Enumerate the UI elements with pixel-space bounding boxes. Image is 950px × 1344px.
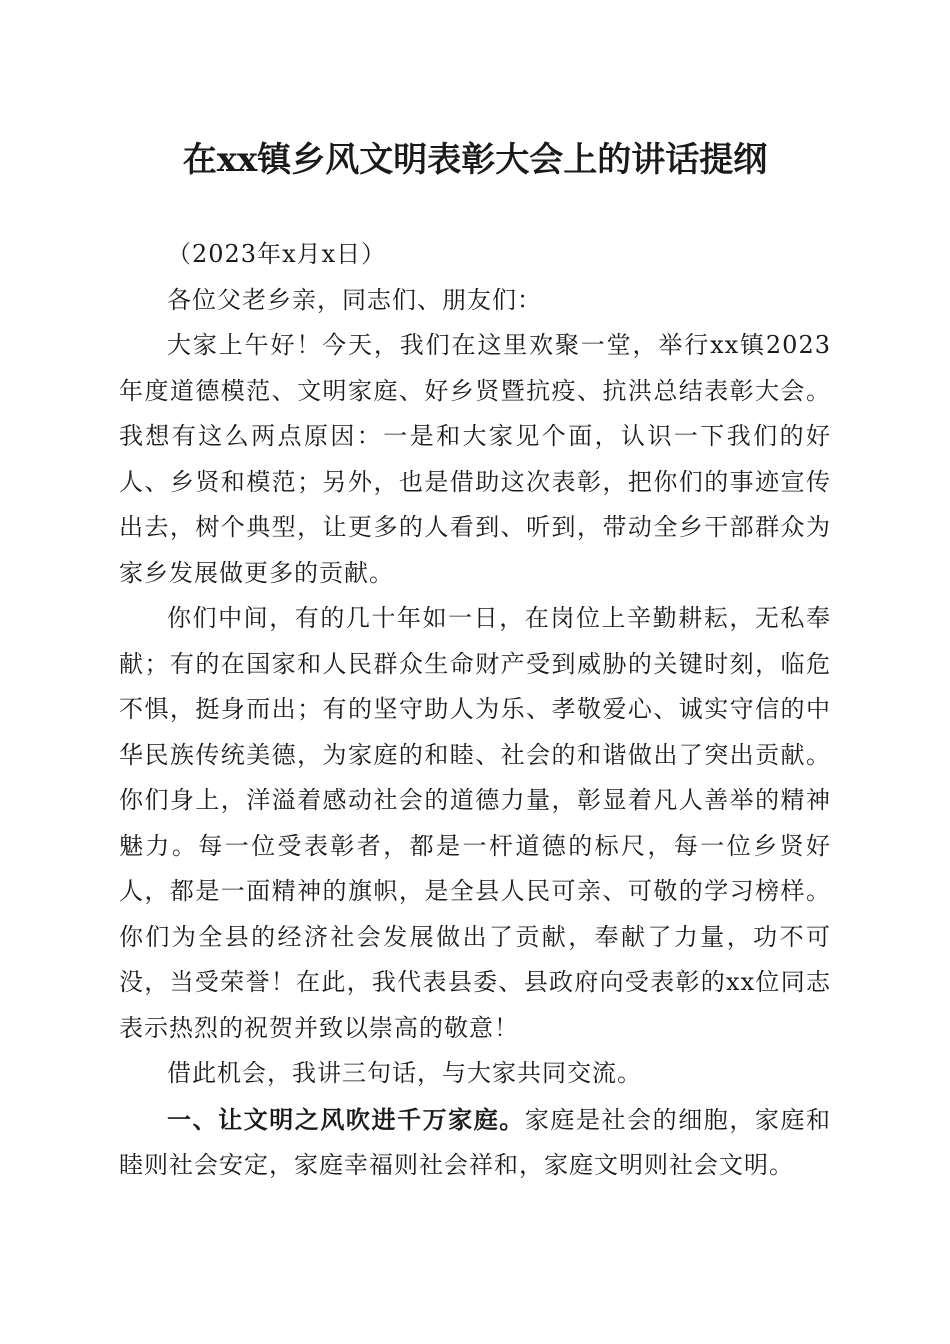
- date-line: （2023年x月x日）: [167, 240, 387, 268]
- document-title: 在xx镇乡风文明表彰大会上的讲话提纲: [182, 140, 768, 180]
- section-1-paragraph: [119, 1097, 831, 1189]
- paragraph-opening: 大家上午好！今天，我们在这里欢聚一堂，举行xx镇2023年度道德模范、文明家庭、好乡贤暨抗疫、抗洪总结表彰大会。我想有这么两点原因：一是和大家见个面，认识一下我们的好人、乡贤和模范；另外，也是借助这次表彰，把你们的事迹宣传出去，树个典型，让更多的人看到、听到，带动全乡干部群众为家乡发展做更多的贡献。: [119, 331, 831, 587]
- paragraph-transition: 借此机会，我讲三句话，与大家共同交流。: [167, 1059, 642, 1087]
- paragraph-praise: 你们中间，有的几十年如一日，在岗位上辛勤耕耘，无私奉献；有的在国家和人民群众生命财产受到威胁的关键时刻，临危不惧，挺身而出；有的坚守助人为乐、孝敬爱心、诚实守信的中华民族传统美德，为家庭的和睦、社会的和谐做出了突出贡献。你们身上，洋溢着感动社会的道德力量，彰显着凡人善举的精神魅力。每一位受表彰者，都是一杆道德的标尺，每一位乡贤好人，都是一面精神的旗帜，是全县人民可亲、可敬的学习榜样。你们为全县的经济社会发展做出了贡献，奉献了力量，功不可没，当受荣誉！在此，我代表县委、县政府向受表彰的xx位同志表示热烈的祝贺并致以崇高的敬意！: [119, 604, 831, 1042]
- document-body: [119, 232, 831, 1189]
- salutation: 各位父老乡亲，同志们、朋友们：: [167, 285, 542, 314]
- section-1-heading: 一、让文明之风吹进千万家庭。: [167, 1104, 525, 1134]
- section-1-text: 家庭是社会的细胞，家庭和睦则社会安定，家庭幸福则社会祥和，家庭文明则社会文明。: [119, 1105, 832, 1179]
